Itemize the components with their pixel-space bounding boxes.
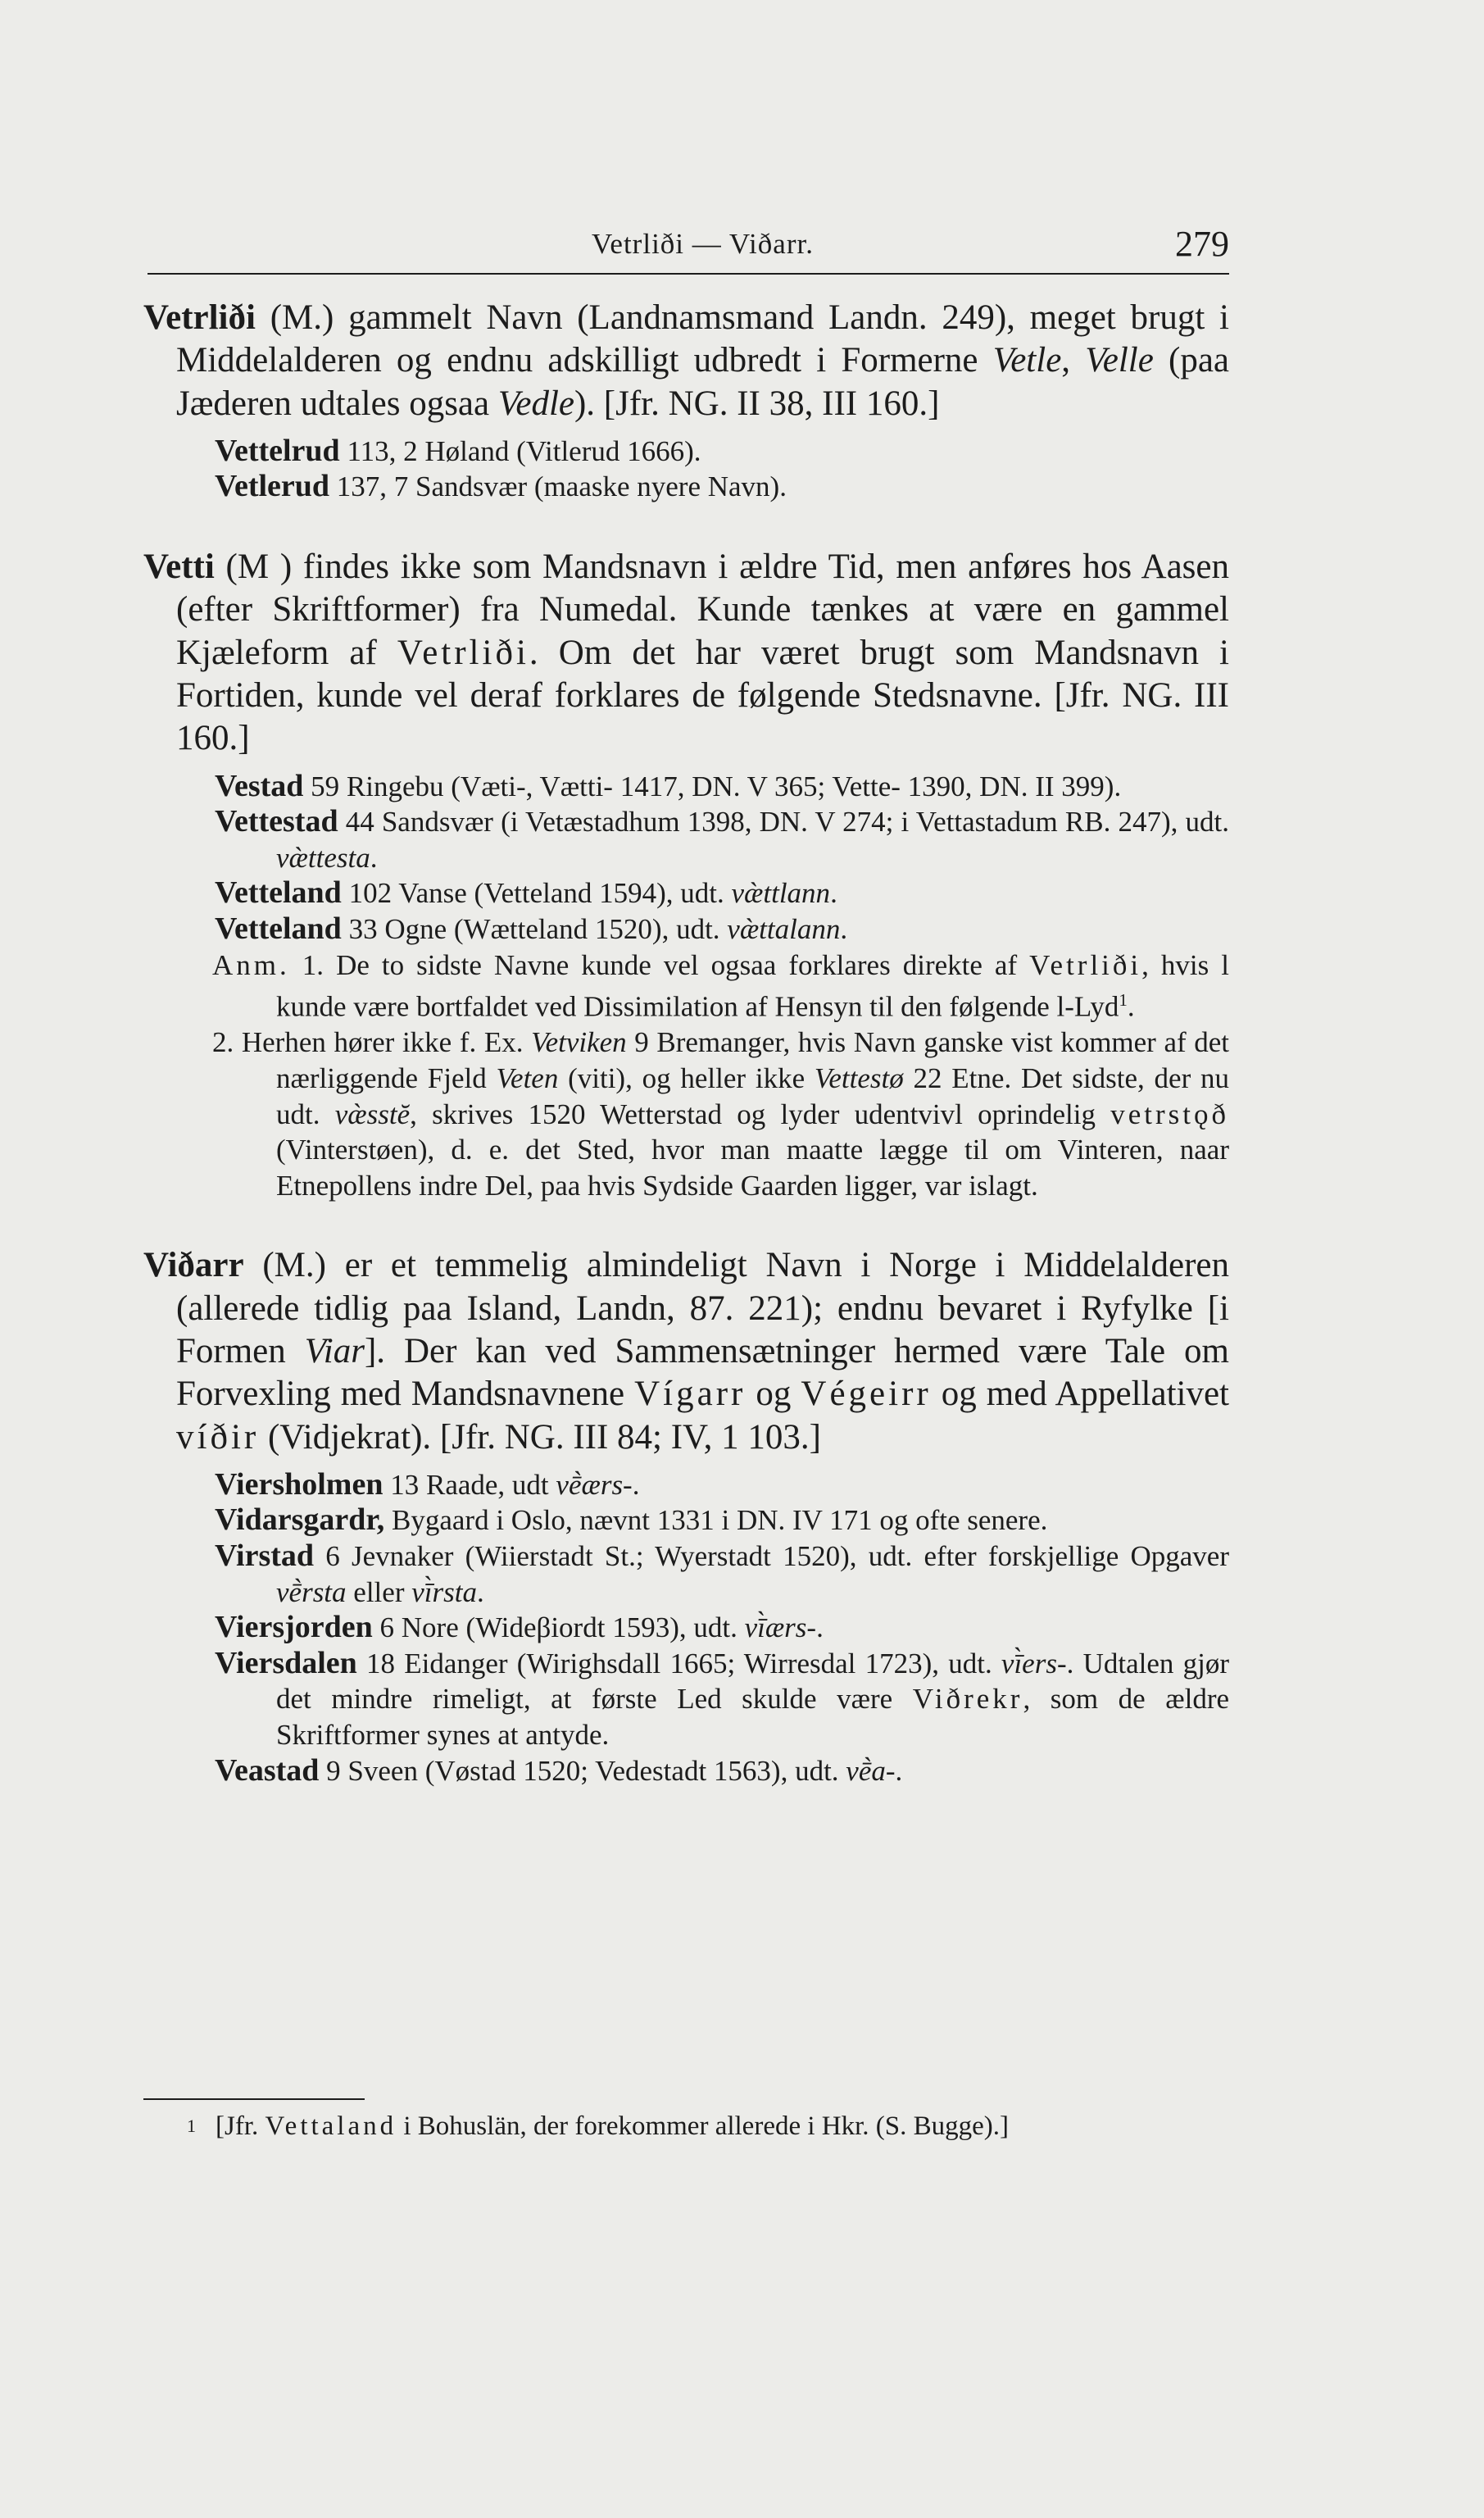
place-entry: Veastad 9 Sveen (Vøstad 1520; Vedestadt 1563), udt. vḕa-. (215, 1752, 903, 1788)
page-number: 279 (1175, 224, 1229, 264)
footnote-mark: 1 (187, 2116, 196, 2136)
headword: Vetrliði (143, 298, 256, 337)
headword: Vetti (143, 548, 215, 587)
header-rule (147, 273, 1229, 275)
running-title: Vetrliði — Viðarr. (592, 228, 814, 260)
place-entry: Vetteland 102 Vanse (Vetteland 1594), udt. væ̀ttlann. (215, 875, 837, 911)
footnote-ref: 1 (1119, 990, 1128, 1011)
place-entry: Viersjorden 6 Nore (Wideβiordt 1593), udt. vī̀ærs-. (215, 1610, 824, 1645)
footnote-rule (143, 2098, 365, 2100)
entry-vetti: Vetti (M ) findes ikke som Mandsnavn i ældre Tid, men anføres hos Aasen (efter Skriftformer) fra Numedal. Kunde tænkes at være en gammel Kjæleform af Vetrliði. Om det har været brugt som Mandsnavn i Fortiden, kunde vel deraf forklares de følgende Stedsnavne. [Jfr. NG. III 160.] (143, 548, 1229, 758)
entry-vidarr: Viðarr (M.) er et temmelig almindeligt Navn i Norge i Middelalderen (allerede tidlig paa Island, Landn, 87. 221); endnu bevaret i Ryfylke [i Formen Viar]. Der kan ved Sammensætninger hermed være Tale om Forvexling med Mandsnavnene Vígarr og Végeirr og med Appellativet víðir (Vidjekrat). [Jfr. NG. III 84; IV, 1 103.] (143, 1246, 1229, 1457)
place-entry: Viersdalen 18 Eidanger (Wirighsdall 1665; Wirresdal 1723), udt. vī̀ers-. Udtalen gjør det mindre rimeligt, at første Led skulde være Viðrekr, som de ældre Skriftformer synes at antyde. (215, 1645, 1230, 1751)
entry-vetrlidi: Vetrliði (M.) gammelt Navn (Landnamsmand Landn. 249), meget brugt i Middelalderen og endnu adskilligt udbredt i Formerne Vetle, Velle (paa Jæderen udtales ogsaa Vedle). [Jfr. NG. II 38, III 160.] (143, 298, 1230, 423)
place-entry: Vestad 59 Ringebu (Væti-, Vætti- 1417, DN. V 365; Vette- 1390, DN. II 399). (215, 768, 1122, 803)
main-text (0, 297, 1484, 1789)
running-header (176, 224, 1229, 270)
place-entry: Vetlerud 137, 7 Sandsvær (maaske nyere Navn). (215, 469, 787, 504)
place-entry: Vettestad 44 Sandsvær (i Vetæstadhum 1398, DN. V 274; i Vettastadum RB. 247), udt. væ̀ttesta. (215, 804, 1229, 874)
place-entry: Vettelrud 113, 2 Høland (Vitlerud 1666). (215, 433, 701, 468)
annotation-1: Anm. 1. De to sidste Navne kunde vel ogsaa forklares direkte af Vetrliði, hvis l kunde være bortfaldet ved Dissimilation af Hensyn til den følgende l-Lyd$^1$. (212, 948, 1229, 1023)
place-entry: Virstad 6 Jevnaker (Wiierstadt St.; Wyerstadt 1520), udt. efter forskjellige Opgaver vḕrsta eller vī̀rsta. (215, 1539, 1229, 1608)
footnote: $^1$ [Jfr. Vettaland i Bohuslän, der forekommer allerede i Hkr. (S. Bugge).] (187, 2111, 1010, 2141)
place-entry: Viersholmen 13 Raade, udt vḕærs-. (215, 1466, 640, 1502)
headword: Viðarr (143, 1246, 244, 1285)
place-entry: Vetteland 33 Ogne (Wætteland 1520), udt. væ̀ttalann. (215, 911, 848, 946)
place-entry: Vidarsgardr, Bygaard i Oslo, nævnt 1331 i DN. IV 171 og ofte senere. (215, 1502, 1048, 1538)
annotation-2: 2. Herhen hører ikke f. Ex. Vetviken 9 Bremanger, hvis Navn ganske vist kommer af det nærliggende Fjeld Veten (viti), og heller ikke Vettestø 22 Etne. Det sidste, der nu udt. væ̀sstĕ, skrives 1520 Wetterstad og lyder udentvivl oprindelig vetrstǫð (Vinterstøen), d. e. det Sted, hvor man maatte lægge til om Vinteren, naar Etnepollens indre Del, paa hvis Sydside Gaarden ligger, var islagt. (212, 1026, 1230, 1202)
